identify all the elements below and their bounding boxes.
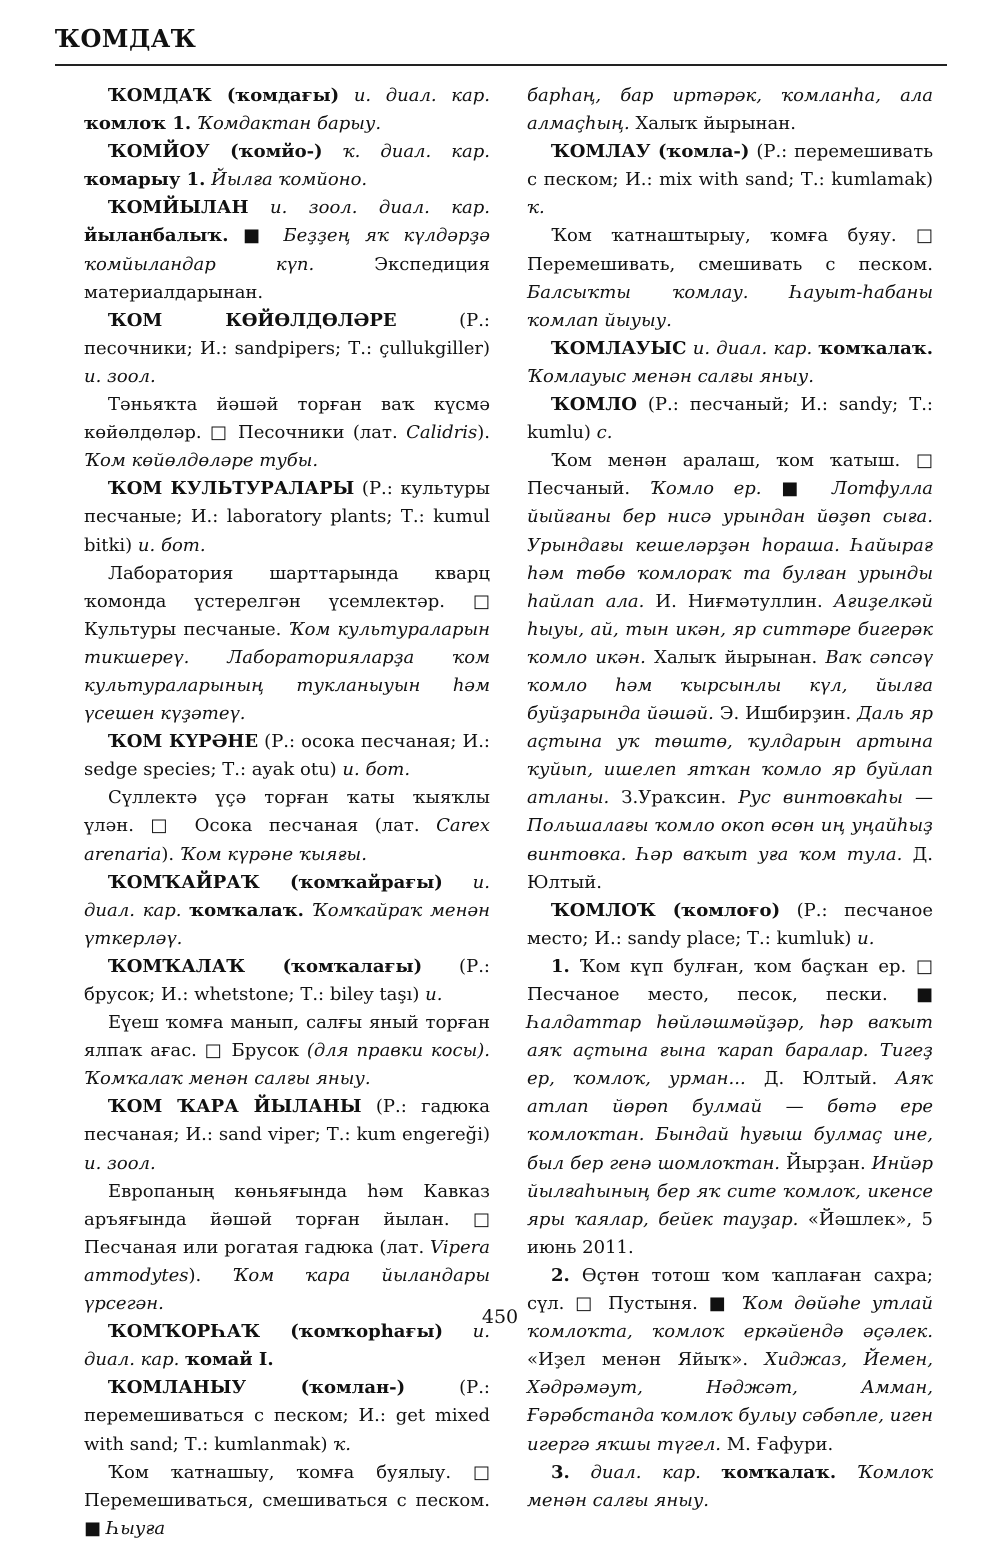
entry-sense: 3. диал. кар. ҡомҡалаҡ. Ҡомлоҡ менән салғы яныу.: [527, 1461, 933, 1511]
dictionary-entry: ҠОМЛАУ (ҡомла-) (Р.: перемешивать с песком; И.: mix with sand; Т.: kumlamak) ҡ.: [527, 141, 933, 219]
entry-continuation: барһаң, бар иртәрәк, ҡомланһа, ала алмаҫһың. Халыҡ йырынан.: [527, 85, 933, 135]
entry-sense: Европаның көньяғында һәм Кавказ аръяғында йәшәй торған йылан. □ Песчаная или рогатая гадюка (лат. Vipera ammodytes). Ҡом ҡара йыландары үрсегән.: [84, 1180, 490, 1315]
dictionary-entry: ҠОМЛАУЫС и. диал. кар. ҡомҡалаҡ. Ҡомлауыс менән салғы яныу.: [527, 337, 933, 387]
dictionary-entry: ҠОМ КУЛЬТУРАЛАРЫ (Р.: культуры песчаные; И.: laboratory plants; Т.: kumul bitki) и. бот.: [84, 478, 490, 556]
entry-sense: Ҡом ҡатнашыу, ҡомға буялыу. □ Перемешиваться, смешиваться с песком. ■ Һыуға: [84, 1461, 490, 1539]
running-head: ҠОМДАҠ: [55, 24, 197, 53]
dictionary-entry: ҠОМ КӨЙӨЛДӨЛӘРЕ (Р.: песочники; И.: sandpipers; Т.: çullukgiller) и. зоол.: [84, 309, 490, 387]
header-rule: [55, 64, 947, 66]
entry-sense: 1. Ҡом күп булған, ҡом баҫҡан ер. □ Песчаное место, песок, пески. ■ Һалдаттар һөйләшмәйҙәр, һәр ваҡыт аяҡ аҫтына ғына ҡарап баралар. Тигеҙ ер, ҡомлоҡ, урман... Д. Юлтый. Аяҡ атлап йөрөп булмай — бөтә ере ҡомлоҡтан. Бындай һуғыш булмаҫ ине, был бер генә шомлоҡтан. Йырҙан. Инйәр йылғаһының бер яҡ сите ҡомлоҡ, икенсе яры ҡаялар, бейек тауҙар. «Йәшлек», 5 июнь 2011.: [527, 955, 933, 1258]
entry-sense: 2. Өҫтөн тотош ҡом ҡаплаған сахра; сүл. □ Пустыня. ■ Ҡом дөйәһе утлай ҡомлоҡта, ҡомлоҡ еркәйендә әҫәлек. «Иҙел менән Яйыҡ». Хиджаз, Йемен, Хәдрәмәут, Нәджәт, Амман, Ғәрәбстанда ҡомлоҡ булыу сәбәпле, иген игергә яҡшы түгел. М. Ғафури.: [527, 1264, 933, 1455]
dictionary-entry: ҠОМҠАЙРАҠ (ҡомҡайрағы) и. диал. кар. ҡомҡалаҡ. Ҡомҡайраҡ менән үткерләү.: [84, 871, 490, 949]
dictionary-entry: ҠОМЛАНЫУ (ҡомлан-) (Р.: перемешиваться с песком; И.: get mixed with sand; Т.: kumlanmak) ҡ.: [84, 1377, 490, 1455]
dictionary-entry: ҠОМЙЫЛАН и. зоол. диал. кар. йыланбалыҡ. ■ Беҙҙең яҡ күлдәрҙә ҡомйыландар күп. Экспедиция материалдарынан.: [84, 197, 491, 303]
dictionary-entry: ҠОМ ҠАРА ЙЫЛАНЫ (Р.: гадюка песчаная; И.: sand viper; Т.: kum engereği) и. зоол.: [84, 1096, 490, 1174]
entry-sense: Ҡом менән аралаш, ҡом ҡатыш. □ Песчаный. Ҡомло ер. ■ Лотфулла йыйғаны бер нисә урындан йөҙөп сыға. Урындағы кешеләрҙән һораша. Һайырағ һәм төбө ҡомлораҡ та булған урынды һайлап ала. И. Ниғмәтуллин. Ағиҙелкәй һыуы, ай, тын икән, яр ситтәре бигерәк ҡомло икән. Халыҡ йырынан. Ваҡ сәпсәү ҡомло һәм ҡырсынлы күл, йылға буйҙарында йәшәй. Э. Ишбирҙин. Даль яр аҫтына уҡ төштө, ҡулдарын артына ҡуйып, ишелеп ятҡан ҡомло яр буйлап атланы. З.Ураҡсин. Рус винтовкаһы — Польшалағы ҡомло окоп өсөн иң уңайһыҙ винтовка. Һәр ваҡыт уға ҡом тула. Д. Юлтый.: [527, 450, 934, 893]
entry-sense: Тәньяҡта йәшәй торған ваҡ күсмә көйөлдөләр. □ Песочники (лат. Calidris). Ҡом көйөлдөләре тубы.: [84, 394, 490, 472]
dictionary-entry: ҠОМҠАЛАҠ (ҡомҡалағы) (Р.: брусок; И.: whetstone; Т.: biley taşı) и.: [84, 955, 490, 1005]
dictionary-entry: ҠОМ КҮРӘНЕ (Р.: осока песчаная; И.: sedge species; Т.: ayak otu) и. бот.: [84, 731, 490, 781]
right-column: [527, 82, 933, 1515]
dictionary-entry: ҠОМЙОУ (ҡомйо-) ҡ. диал. кар. ҡомарыу 1. Йылға ҡомйоно.: [84, 141, 490, 191]
dictionary-entry: ҠОМҠОРҺАҠ (ҡомҡорһағы) и. диал. кар. ҡомай I.: [84, 1321, 490, 1371]
dictionary-entry: ҠОМЛО (Р.: песчаный; И.: sandy; Т.: kumlu) с.: [527, 394, 933, 444]
dictionary-entry: ҠОМДАҠ (ҡомдағы) и. диал. кар. ҡомлоҡ 1. Ҡомдактан барыу.: [84, 85, 490, 135]
entry-sense: Лаборатория шарттарында кварц ҡомонда үстерелгән үсемлектәр. □ Культуры песчаные. Ҡом культураларын тикшереү. Лабораторияларҙа ҡом культураларының тукланыуын һәм үсешен күҙәтеү.: [84, 562, 490, 725]
page-number: 450: [481, 1306, 519, 1328]
entry-sense: Сүллектә үҫә торған ҡаты ҡыяҡлы үлән. □ Осока песчаная (лат. Carex arenaria). Ҡом күрәне ҡыяғы.: [84, 787, 490, 865]
dictionary-entry: ҠОМЛОҠ (ҡомлоғо) (Р.: песчаное место; И.: sandy place; Т.: kumluk) и.: [527, 899, 934, 949]
entry-sense: Еүеш ҡомға манып, салғы яный торған ялпаҡ ағас. □ Брусок (для правки косы). Ҡомҡалаҡ менән салғы яныу.: [84, 1012, 490, 1090]
entry-sense: Ҡом ҡатнаштырыу, ҡомға буяу. □ Перемешивать, смешивать с песком. Балсыҡты ҡомлау. Һауыт-һабаны ҡомлап йыуыу.: [527, 225, 933, 331]
